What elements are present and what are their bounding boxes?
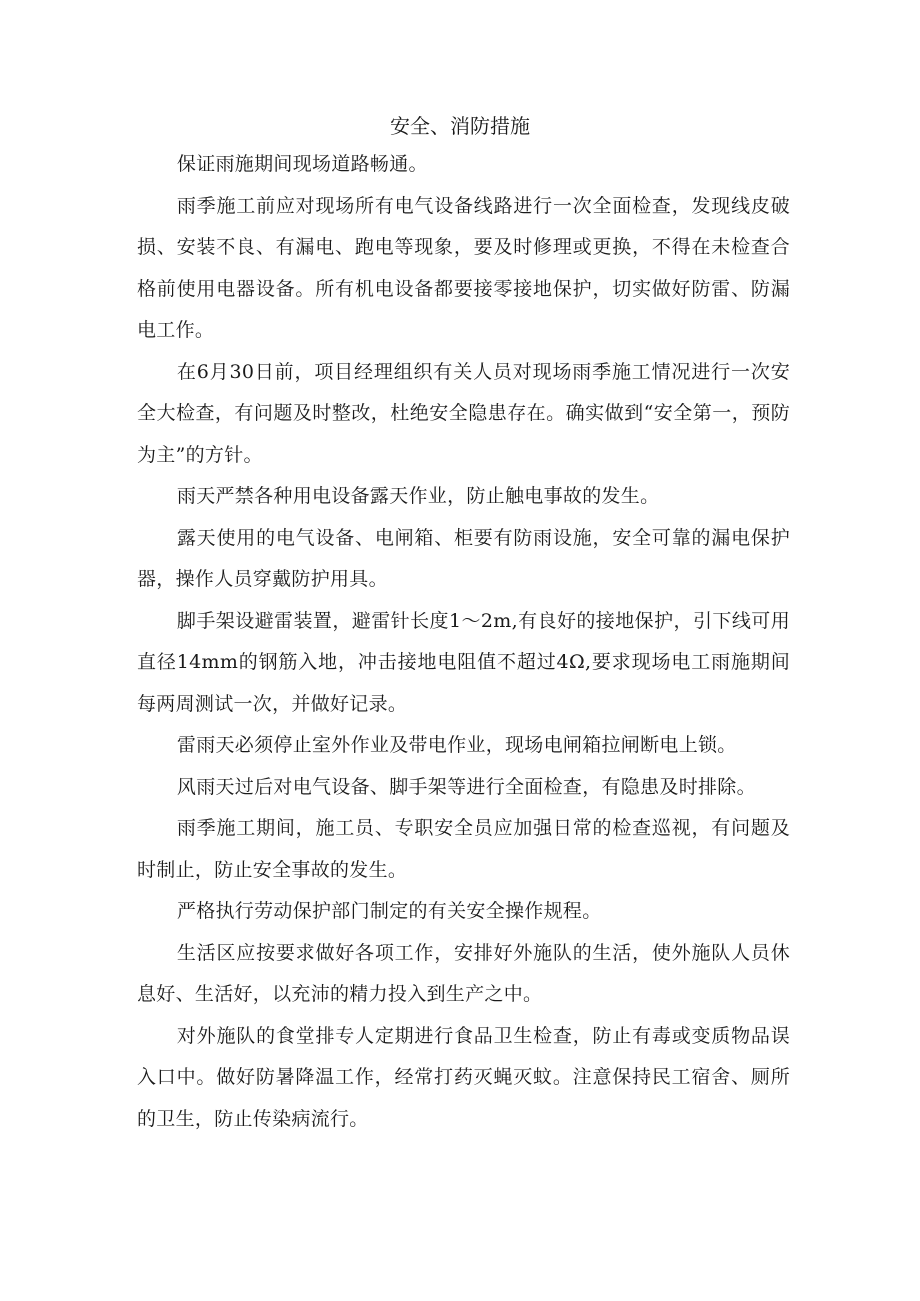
paragraph: 风雨天过后对电气设备、脚手架等进行全面检查，有隐患及时排除。 bbox=[176, 775, 756, 798]
paragraph: 脚手架设避雷装置，避雷针长度1～2m,有良好的接地保护，引下线可用直径14mm的钢筋入地，冲击接地电阻值不超过4Ω,要求现场电工雨施期间每两周测试一次，并做好记录。 bbox=[137, 609, 790, 715]
document-body bbox=[137, 144, 790, 1140]
paragraph: 雨季施工期间，施工员、专职安全员应加强日常的检查巡视，有问题及时制止，防止安全事故的发生。 bbox=[137, 817, 790, 881]
paragraph: 生活区应按要求做好各项工作，安排好外施队的生活，使外施队人员休息好、生活好，以充沛的精力投入到生产之中。 bbox=[137, 941, 790, 1005]
paragraph: 雨季施工前应对现场所有电气设备线路进行一次全面检查，发现线皮破损、安装不良、有漏电、跑电等现象，要及时修理或更换，不得在未检查合格前使用电器设备。所有机电设备都要接零接地保护，切实做好防雷、防漏电工作。 bbox=[137, 194, 790, 341]
paragraph: 在6月30日前，项目经理组织有关人员对现场雨季施工情况进行一次安全大检查，有问题及时整改，杜绝安全隐患存在。确实做到“安全第一，预防为主”的方针。 bbox=[137, 360, 790, 466]
paragraph: 雨天严禁各种用电设备露天作业，防止触电事故的发生。 bbox=[176, 485, 660, 507]
paragraph: 对外施队的食堂排专人定期进行食品卫生检查，防止有毒或变质物品误入口中。做好防暑降温工作，经常打药灭蝇灭蚊。注意保持民工宿舍、厕所的卫生，防止传染病流行。 bbox=[137, 1024, 790, 1130]
paragraph: 严格执行劳动保护部门制定的有关安全操作规程。 bbox=[176, 900, 602, 922]
paragraph: 保证雨施期间现场道路畅通。 bbox=[176, 153, 428, 175]
paragraph: 露天使用的电气设备、电闸箱、柜要有防雨设施，安全可靠的漏电保护器，操作人员穿戴防护用具。 bbox=[137, 526, 790, 590]
page-title: 安全、消防措施 bbox=[390, 114, 530, 138]
paragraph: 雷雨天必须停止室外作业及带电作业，现场电闸箱拉闸断电上锁。 bbox=[176, 734, 737, 756]
